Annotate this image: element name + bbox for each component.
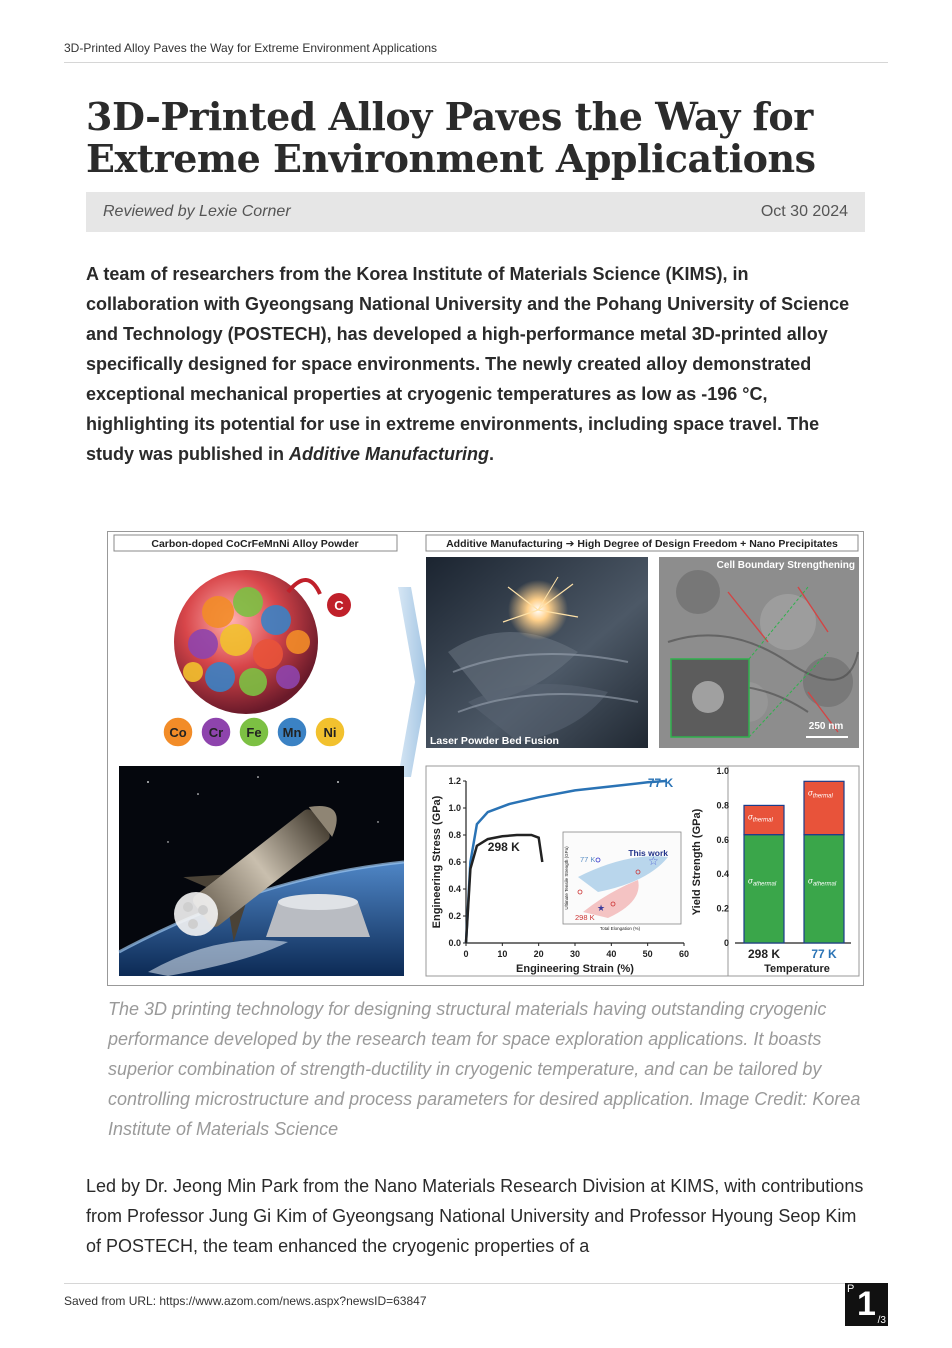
carbon-label: C [334,598,344,613]
yield-series-label: $\sigma_{athermal}$ [748,876,777,888]
yield-series-label: $\sigma_{athermal}$ [808,876,837,888]
stress-x-tick-label: 10 [497,949,508,959]
page-prefix: P [847,1283,855,1295]
yield-x-label: Temperature [764,963,830,975]
stress-x-tick-label: 40 [606,949,617,959]
scale-bar-label: 250 nm [808,721,844,732]
stress-x-tick-label: 50 [642,949,653,959]
stress-x-label: Engineering Strain (%) [516,963,634,975]
element-label-co: Co [169,725,187,740]
series-77k-label: 77 K [647,776,674,790]
alloy-powder-sphere [174,570,318,714]
element-legend [163,717,345,747]
yield-series-label: $\sigma_{thermal}$ [748,812,773,824]
yield-y-tick-label: 0.6 [716,834,729,845]
process-arrow [398,587,428,777]
yield-category-label: 298 K [747,947,781,961]
article-title [86,96,866,180]
298k-star: ★ [597,903,606,913]
cell-boundary-micrograph [659,557,859,748]
lpbf-label: Laser Powder Bed Fusion [430,735,559,747]
element-label-fe: Fe [246,725,262,740]
cell-boundary-label: Cell Boundary Strengthening [716,560,855,571]
yield-y-label: Yield Strength (GPa) [691,808,703,916]
stress-y-tick-label: 1.0 [448,803,461,813]
starship-image [119,766,404,976]
inset-label-298k: 298 K [575,913,595,922]
article-figure [107,531,864,986]
stress-y-tick-label: 1.2 [448,776,461,786]
page-indicator [845,1283,888,1326]
page-total: /3 [877,1315,886,1326]
stress-strain-chart [426,766,728,976]
stress-x-tick-label: 30 [569,949,581,959]
powder-panel-label: Carbon-doped CoCrFeMnNi Alloy Powder [151,538,359,550]
yield-y-tick-label: 1.0 [716,766,729,776]
inset-label-77k: 77 K [580,855,596,864]
lead-paragraph [86,259,866,469]
series-298k-label: 298 K [487,840,520,855]
ashby-inset [563,832,681,931]
yield-y-tick-label: 0.4 [716,869,729,880]
am-panel-label: Additive Manufacturing ➔ High Degree of Design Freedom + Nano Precipitates [446,538,838,550]
reviewer-credit: Reviewed by Lexie Corner [103,203,291,220]
running-header: 3D-Printed Alloy Paves the Way for Extreme Environment Applications [64,41,888,63]
inset-label-this-work: This work [628,848,668,858]
yield-y-tick-label: 0.8 [716,800,729,811]
yield-bar-athermal [744,835,784,943]
element-label-ni: Ni [323,725,337,740]
lpbf-photo [426,557,648,748]
figure-illustration [108,532,863,985]
body-paragraph: Led by Dr. Jeong Min Park from the Nano Materials Research Division at KIMS, with contributions from Professor Jung Gi Kim of Gyeongsang National University and Professor Hyoung Seop Kim of POSTECH, the team enhanced the cryogenic properties of a [86,1176,864,1256]
stress-y-tick-label: 0.8 [448,830,461,840]
inset-x-label: Total Elongation (%) [599,926,641,931]
stress-x-tick-label: 20 [533,949,544,959]
yield-series-label: $\sigma_{thermal}$ [808,788,833,800]
stress-y-tick-label: 0.2 [448,911,461,921]
this-work-star: ☆ [648,854,659,868]
element-label-mn: Mn [282,725,302,740]
title-line-1: 3D-Printed Alloy Paves the Way for [86,94,813,139]
stress-x-tick-label: 60 [678,949,690,959]
publish-date: Oct 30 2024 [760,203,848,220]
stress-x-tick-label: 0 [463,949,469,959]
inset-y-label: Ultimate Tensile Strength (GPa) [564,846,569,910]
page-number: 1 [857,1285,876,1323]
stress-y-label: Engineering Stress (GPa) [431,795,443,929]
article-meta-bar [86,192,865,232]
element-label-cr: Cr [208,725,224,740]
yield-y-tick-label: 0.2 [716,903,729,914]
figure-caption: The 3D printing technology for designing structural materials having outstanding cryogenic performance developed by the research team for space exploration applications. It boasts superior combination of strength-ductility in cryogenic temperature, and can be tailored by controlling microstructure and process parameters for desired application. Image Credit: Korea Institute of Materials Science [108,999,861,1139]
stress-y-tick-label: 0.6 [448,857,461,867]
title-line-2: Extreme Environment Applications [86,136,816,181]
stress-y-tick-label: 0.4 [448,884,461,894]
footer-saved-url: Saved from URL: https://www.azom.com/news.aspx?newsID=63847 [64,1283,888,1308]
yield-y-tick-label: 0 [723,938,729,948]
journal-name: Additive Manufacturing [289,444,490,464]
lead-text: A team of researchers from the Korea Institute of Materials Science (KIMS), in collaboration with Gyeongsang National University and the Pohang University of Science and Technology (POSTECH), has developed a high-performance metal 3D-printed alloy specifically designed for space environments. The newly created alloy demonstrated exceptional mechanical properties at cryogenic temperatures as low as -196 °C, highlighting its potential for use in extreme environments, including space travel. The study was published in [86,264,850,464]
yield-bar-athermal [804,835,844,943]
yield-category-label: 77 K [811,947,837,961]
lead-end: . [489,444,495,464]
stress-y-tick-label: 0.0 [448,938,461,948]
